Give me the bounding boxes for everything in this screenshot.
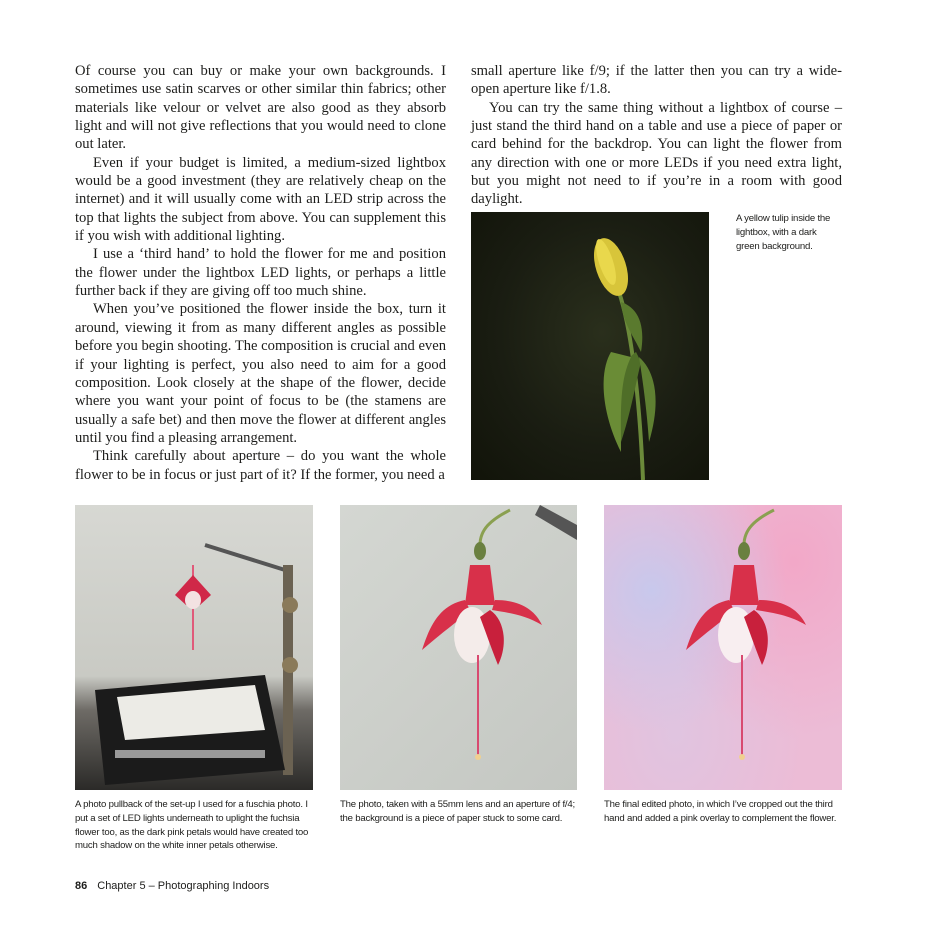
setup-photo bbox=[75, 505, 313, 790]
paragraph: Even if your budget is limited, a medium-sized lightbox would be a good investment (they are relatively cheap on the internet) and it will usually come with an LED strip across the top that lights the subject from above. You can supplement this if you wish with additional lighting. bbox=[75, 154, 446, 245]
paragraph: When you’ve positioned the flower inside the box, turn it around, viewing it from as many different angles as possible before you begin shooting. The composition is crucial and even if your lighting is perfect, you also need to aim for a good composition. Look closely at the shape of the flower, decide where you want your point of focus to be (the stamens are usually a safe bet) and then move the flower at different angles until you find a pleasing arrangement. bbox=[75, 301, 446, 446]
paragraph: I use a ‘third hand’ to hold the flower for me and position the flower under the lightbox LED lights, or perhaps a little further back if they are giving off too much shine. bbox=[75, 246, 446, 300]
edited-photo bbox=[604, 505, 842, 790]
tulip-photo bbox=[471, 212, 709, 480]
chapter-title: Chapter 5 – Photographing Indoors bbox=[97, 880, 270, 892]
right-text-column bbox=[471, 62, 842, 209]
setup-caption: A photo pullback of the set-up I used for a fuschia photo. I put a set of LED lights underneath to uplight the fuchsia flower too, as the dark pink petals would have created too much shadow on the white inner petals otherwise. bbox=[75, 799, 309, 852]
paragraph: Think carefully about aperture – do you want the whole flower to be in focus or just part of it? If the former, you need a bbox=[75, 448, 446, 483]
paragraph: small aperture like f/9; if the latter then you can try a wide-open aperture like f/1.8. bbox=[471, 63, 842, 98]
fuchsia-photo-caption: The photo, taken with a 55mm lens and an aperture of f/4; the background is a piece of paper stuck to some card. bbox=[340, 799, 575, 824]
tulip-caption: A yellow tulip inside the lightbox, with a dark green background. bbox=[736, 213, 831, 252]
paragraph: Of course you can buy or make your own backgrounds. I sometimes use satin scarves or other similar thin fabrics; other materials like velour or velvet are also good as they absorb light and will not give reflections that you would need to clone out later. bbox=[75, 63, 446, 153]
fuchsia-photo bbox=[340, 505, 577, 790]
edited-photo-caption: The final edited photo, in which I’ve cropped out the third hand and added a pink overlay to complement the flower. bbox=[604, 799, 837, 824]
page-footer bbox=[75, 880, 269, 892]
paragraph: You can try the same thing without a lightbox of course – just stand the third hand on a table and use a piece of paper or card behind for the backdrop. You can light the flower from any direction with one or more LEDs if you need extra light, but you might not need to if you’re in a room with good daylight. bbox=[471, 99, 842, 208]
left-text-column bbox=[75, 62, 446, 484]
page-number: 86 bbox=[75, 880, 88, 892]
